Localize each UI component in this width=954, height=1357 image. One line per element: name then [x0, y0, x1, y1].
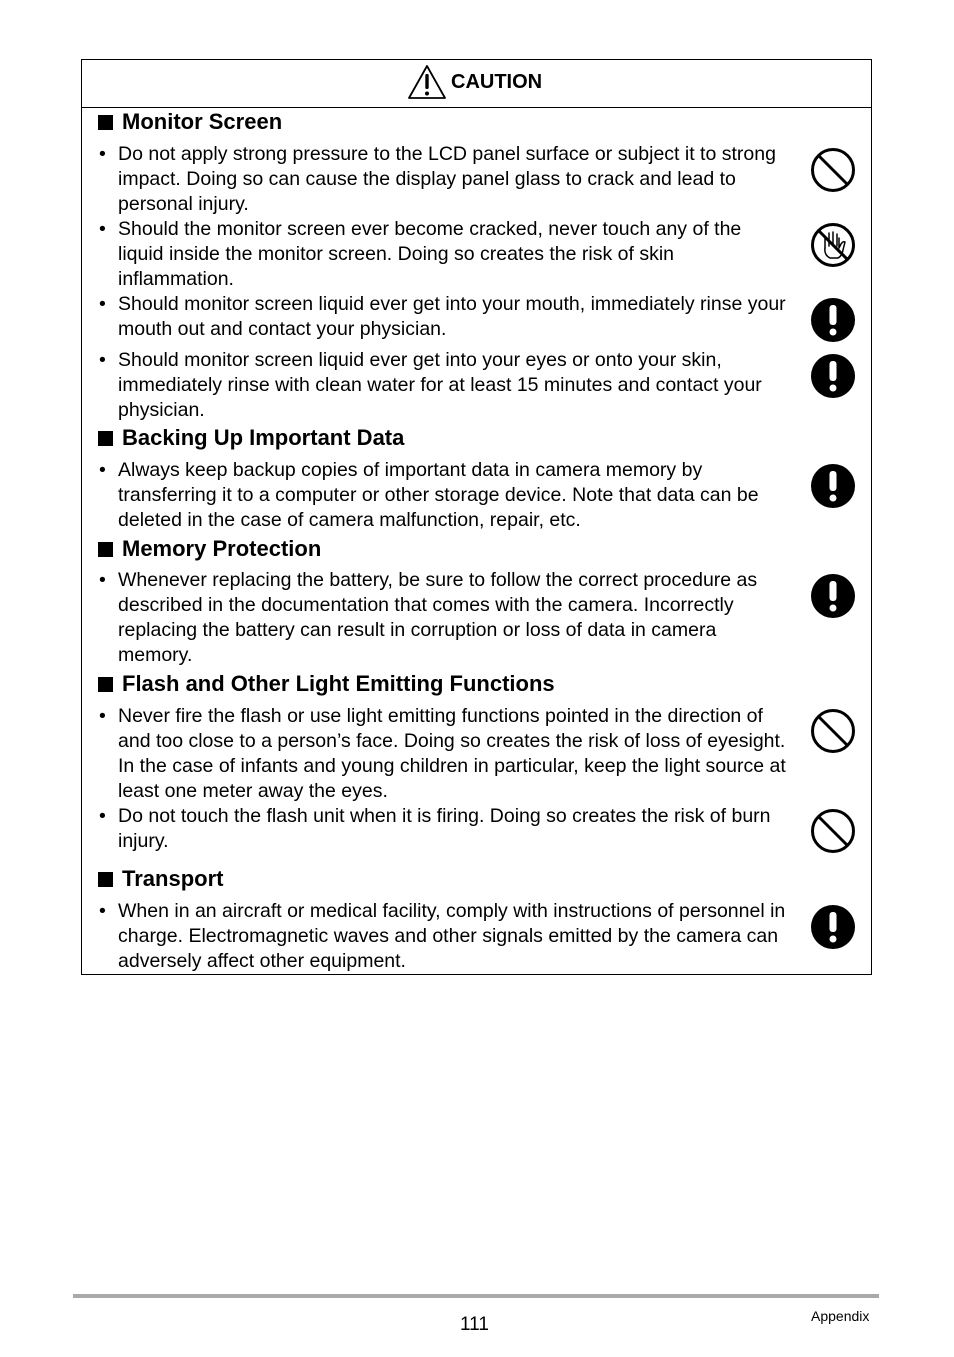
footer-divider — [73, 1294, 879, 1298]
square-bullet-icon — [98, 872, 113, 887]
bullet-icon: • — [99, 293, 106, 315]
prohibited-icon — [810, 147, 856, 193]
mandatory-action-icon — [810, 297, 856, 343]
bullet-icon: • — [99, 218, 106, 240]
bullet-icon: • — [99, 705, 106, 727]
mandatory-action-icon — [810, 904, 856, 950]
list-item: • When in an aircraft or medical facility, comply with instructions of personnel in charge. Electromagnetic waves and other signals emitted by the camera can adversely affect other equipment. — [99, 900, 786, 972]
bullet-icon: • — [99, 143, 106, 165]
caution-title: CAUTION — [451, 71, 543, 93]
caution-header — [82, 60, 871, 108]
list-item: • Never fire the flash or use light emitting functions pointed in the direction of and too close to a person’s face. Doing so creates the risk of loss of eyesight. In the case of infants and young children in particular, keep the light source at least one meter away the eyes. — [99, 705, 786, 802]
bullet-icon: • — [99, 459, 106, 481]
list-item: • Should the monitor screen ever become cracked, never touch any of the liquid inside the monitor screen. Doing so creates the risk of skin inflammation. — [99, 218, 742, 290]
bullet-icon: • — [99, 900, 106, 922]
section-heading-memory-protection: Memory Protection — [98, 536, 321, 562]
mandatory-action-icon — [810, 463, 856, 509]
mandatory-action-icon — [810, 353, 856, 399]
footer-section-label: Appendix — [811, 1308, 870, 1324]
square-bullet-icon — [98, 677, 113, 692]
do-not-touch-icon — [810, 222, 856, 268]
section-heading-monitor-screen: Monitor Screen — [98, 109, 282, 135]
list-item: • Whenever replacing the battery, be sure to follow the correct procedure as described in the documentation that comes with the camera. Incorrectly replacing the battery can result in corruption or loss of data in camera memory. — [99, 569, 758, 666]
prohibited-icon — [810, 808, 856, 854]
warning-triangle-icon — [407, 64, 447, 100]
bullet-icon: • — [99, 805, 106, 827]
section-heading-transport: Transport — [98, 866, 223, 892]
list-item: • Should monitor screen liquid ever get into your eyes or onto your skin, immediately rinse with clean water for at least 15 minutes and contact your physician. — [99, 349, 762, 421]
square-bullet-icon — [98, 542, 113, 557]
square-bullet-icon — [98, 115, 113, 130]
list-item: • Should monitor screen liquid ever get into your mouth, immediately rinse your mouth out and contact your physician. — [99, 293, 786, 340]
square-bullet-icon — [98, 431, 113, 446]
bullet-icon: • — [99, 569, 106, 591]
bullet-icon: • — [99, 349, 106, 371]
list-item: • Do not apply strong pressure to the LCD panel surface or subject it to strong impact. Doing so can cause the display panel glass to crack and lead to personal injury. — [99, 143, 776, 215]
list-item: • Do not touch the flash unit when it is firing. Doing so creates the risk of burn injury. — [99, 805, 771, 852]
list-item: • Always keep backup copies of important data in camera memory by transferring it to a computer or other storage device. Note that data can be deleted in the case of camera malfunction, repair, etc. — [99, 459, 759, 531]
prohibited-icon — [810, 708, 856, 754]
mandatory-action-icon — [810, 573, 856, 619]
section-heading-backing-up-data: Backing Up Important Data — [98, 425, 404, 451]
page-number: 111 — [460, 1314, 489, 1335]
section-heading-flash: Flash and Other Light Emitting Functions — [98, 671, 555, 697]
caution-box — [81, 59, 872, 975]
